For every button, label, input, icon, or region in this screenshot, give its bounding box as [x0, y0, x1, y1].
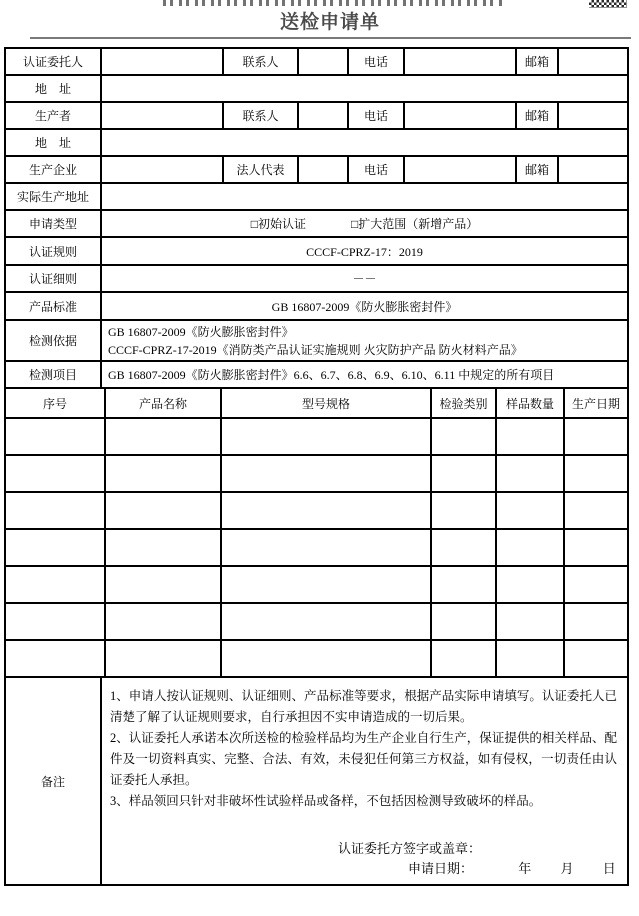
item-cell[interactable]	[105, 492, 221, 529]
item-cell[interactable]	[564, 603, 628, 640]
item-cell[interactable]	[5, 529, 105, 566]
manufacturer-legal-rep-cell[interactable]	[298, 156, 348, 183]
table-row	[5, 292, 628, 320]
item-cell[interactable]	[564, 418, 628, 455]
item-cell[interactable]	[105, 566, 221, 603]
cert-detail-label: 认证细则	[5, 265, 101, 292]
applicant-address-cell[interactable]	[101, 75, 628, 102]
item-cell[interactable]	[221, 492, 431, 529]
item-cell[interactable]	[431, 603, 496, 640]
item-cell[interactable]	[496, 640, 564, 677]
clipped-title-line	[163, 0, 505, 6]
test-basis-value	[101, 320, 628, 361]
col-header-test-category: 检验类别	[431, 388, 496, 418]
col-header-sample-qty: 样品数量	[496, 388, 564, 418]
checkbox-scope-expansion[interactable]: □扩大范围（新增产品）	[351, 217, 479, 231]
item-cell[interactable]	[105, 529, 221, 566]
test-basis-line1: GB 16807-2009《防火膨胀密封件》	[108, 324, 294, 339]
product-standard-value: GB 16807-2009《防火膨胀密封件》	[101, 292, 628, 320]
item-cell[interactable]	[496, 492, 564, 529]
item-row	[5, 455, 628, 492]
test-basis-line2: CCCF-CPRZ-17-2019《消防类产品认证实施规则 火灾防护产品 防火材料产品》	[108, 342, 523, 357]
item-row	[5, 640, 628, 677]
item-row	[5, 566, 628, 603]
applicant-phone-cell[interactable]	[404, 48, 516, 75]
page-title: 送检申请单	[279, 12, 380, 33]
table-row	[5, 210, 628, 237]
item-cell[interactable]	[431, 529, 496, 566]
col-header-model-spec: 型号规格	[221, 388, 431, 418]
item-cell[interactable]	[221, 418, 431, 455]
application-date-line	[110, 859, 617, 879]
applicant-contact-cell[interactable]	[298, 48, 348, 75]
test-items-value: GB 16807-2009《防火膨胀密封件》6.6、6.7、6.8、6.9、6.10、6.11 中规定的所有项目	[101, 361, 628, 388]
table-row	[5, 156, 628, 183]
item-cell[interactable]	[496, 566, 564, 603]
table-row	[5, 102, 628, 129]
producer-phone-label: 电话	[348, 102, 404, 129]
product-standard-label: 产品标准	[5, 292, 101, 320]
producer-email-cell[interactable]	[558, 102, 628, 129]
producer-contact-label: 联系人	[223, 102, 298, 129]
month-label: 月	[560, 861, 574, 876]
remarks-label: 备注	[5, 677, 101, 885]
remarks-table	[4, 676, 629, 886]
item-cell[interactable]	[564, 529, 628, 566]
applicant-phone-label: 电话	[348, 48, 404, 75]
item-cell[interactable]	[5, 603, 105, 640]
item-cell[interactable]	[431, 566, 496, 603]
col-header-production-date: 生产日期	[564, 388, 628, 418]
item-cell[interactable]	[496, 529, 564, 566]
item-cell[interactable]	[431, 418, 496, 455]
actual-address-cell[interactable]	[101, 183, 628, 210]
item-cell[interactable]	[431, 455, 496, 492]
checkbox-initial-certification[interactable]: □初始认证	[250, 217, 306, 231]
item-cell[interactable]	[221, 603, 431, 640]
signature-line	[110, 839, 617, 859]
manufacturer-email-cell[interactable]	[558, 156, 628, 183]
remarks-row	[5, 677, 628, 885]
table-row	[5, 183, 628, 210]
item-cell[interactable]	[221, 566, 431, 603]
applicant-email-cell[interactable]	[558, 48, 628, 75]
item-cell[interactable]	[221, 455, 431, 492]
item-cell[interactable]	[564, 566, 628, 603]
producer-email-label: 邮箱	[516, 102, 558, 129]
producer-value-cell[interactable]	[101, 102, 223, 129]
actual-address-label: 实际生产地址	[5, 183, 101, 210]
table-row	[5, 129, 628, 156]
table-row	[5, 75, 628, 102]
test-basis-label: 检测依据	[5, 320, 101, 361]
item-row	[5, 492, 628, 529]
table-row	[5, 265, 628, 292]
producer-contact-cell[interactable]	[298, 102, 348, 129]
manufacturer-phone-label: 电话	[348, 156, 404, 183]
item-cell[interactable]	[105, 418, 221, 455]
applicant-value-cell[interactable]	[101, 48, 223, 75]
day-label: 日	[602, 861, 616, 876]
item-cell[interactable]	[564, 640, 628, 677]
cert-rule-label: 认证规则	[5, 237, 101, 265]
item-cell[interactable]	[105, 603, 221, 640]
item-cell[interactable]	[221, 640, 431, 677]
title-rule	[30, 37, 631, 39]
remarks-note: 3、样品领回只针对非破坏性试验样品或备样，不包括因检测导致破坏的样品。	[110, 794, 542, 808]
table-row	[5, 48, 628, 75]
document-header	[0, 0, 639, 47]
items-header-row	[5, 388, 628, 418]
item-cell[interactable]	[5, 418, 105, 455]
cert-detail-value: －－	[101, 265, 628, 292]
applicant-contact-label: 联系人	[223, 48, 298, 75]
item-cell[interactable]	[5, 492, 105, 529]
producer-label: 生产者	[5, 102, 101, 129]
item-cell[interactable]	[431, 640, 496, 677]
application-type-label: 申请类型	[5, 210, 101, 237]
table-row	[5, 320, 628, 361]
signature-label: 认证委托方签字或盖章：	[338, 841, 482, 856]
manufacturer-phone-cell[interactable]	[404, 156, 516, 183]
year-label: 年	[518, 861, 532, 876]
item-cell[interactable]	[5, 640, 105, 677]
manufacturer-value-cell[interactable]	[101, 156, 223, 183]
items-table	[4, 387, 629, 678]
application-type-cell	[101, 210, 628, 237]
table-row	[5, 237, 628, 265]
manufacturer-legal-rep-label: 法人代表	[223, 156, 298, 183]
item-row	[5, 418, 628, 455]
producer-address-label: 地 址	[5, 129, 101, 156]
col-header-product-name: 产品名称	[105, 388, 221, 418]
manufacturer-email-label: 邮箱	[516, 156, 558, 183]
item-cell[interactable]	[564, 492, 628, 529]
item-cell[interactable]	[564, 455, 628, 492]
applicant-email-label: 邮箱	[516, 48, 558, 75]
producer-address-cell[interactable]	[101, 129, 628, 156]
test-items-label: 检测项目	[5, 361, 101, 388]
item-cell[interactable]	[496, 418, 564, 455]
manufacturer-label: 生产企业	[5, 156, 101, 183]
producer-phone-cell[interactable]	[404, 102, 516, 129]
item-cell[interactable]	[431, 492, 496, 529]
item-row	[5, 529, 628, 566]
item-cell[interactable]	[221, 529, 431, 566]
remarks-note: 2、认证委托人承诺本次所送检的检验样品均为生产企业自行生产，保证提供的相关样品、配件及一切资料真实、完整、合法、有效，未侵犯任何第三方权益，如有侵权，一切责任由认证委托人承担。	[110, 731, 617, 787]
remarks-note: 1、申请人按认证规则、认证细则、产品标准等要求，根据产品实际申请填写。认证委托人已清楚了解了认证规则要求，自行承担因不实申请造成的一切后果。	[110, 689, 617, 724]
item-cell[interactable]	[5, 566, 105, 603]
item-cell[interactable]	[105, 455, 221, 492]
table-row	[5, 361, 628, 388]
party-table	[4, 47, 629, 211]
item-cell[interactable]	[5, 455, 105, 492]
date-label: 申请日期：	[408, 861, 474, 876]
cert-rule-value: CCCF-CPRZ-17：2019	[101, 237, 628, 265]
col-header-seq: 序号	[5, 388, 105, 418]
item-cell[interactable]	[105, 640, 221, 677]
applicant-address-label: 地 址	[5, 75, 101, 102]
item-cell[interactable]	[496, 455, 564, 492]
item-cell[interactable]	[496, 603, 564, 640]
item-row	[5, 603, 628, 640]
spec-table	[4, 209, 629, 389]
applicant-label: 认证委托人	[5, 48, 101, 75]
remarks-content	[101, 677, 628, 885]
